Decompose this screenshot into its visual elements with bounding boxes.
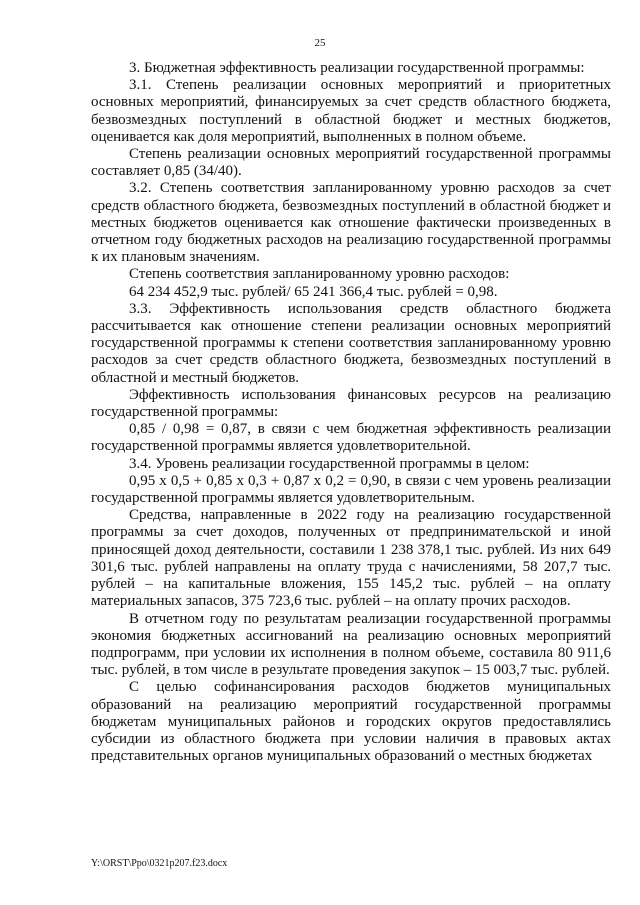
formula-line: 64 234 452,9 тыс. рублей/ 65 241 366,4 тыс. рублей = 0,98. [129, 283, 498, 300]
paragraph: С целью софинансирования расходов бюджетов муниципальных образований на реализацию мероприятий государственной программы бюджетам муниципальных районов и городских округов предоставлялись субсидии из областного бюджета при условии наличия в правовых актах представительных органов муниципальных образований о местных бюджетах [91, 679, 611, 765]
paragraph: 3.2. Степень соответствия запланированному уровню расходов за счет средств областного бюджета, безвозмездных поступлений в областной бюджет и местных бюджетов оценивается как отношение фактически произведенных в отчетном году бюджетных расходов на реализацию государственной программы к их плановым значениям. [91, 180, 611, 266]
document-body [91, 60, 611, 765]
section-heading: 3. Бюджетная эффективность реализации государственной программы: [129, 60, 585, 76]
formula-line: 0,95 х 0,5 + 0,85 х 0,3 + 0,87 х 0,2 = 0,90, в связи с чем уровень реализации государственной программы является удовлетворительным. [91, 472, 611, 507]
paragraph: Степень реализации основных мероприятий государственной программы составляет 0,85 (34/40). [91, 146, 611, 180]
footer-file-path: Y:\ORST\Ppo\0321p207.f23.docx [91, 858, 228, 869]
paragraph: 3.1. Степень реализации основных мероприятий и приоритетных основных мероприятий, финансируемых за счет средств областного бюджета, безвозмездных поступлений в областной бюджет и местных бюджетов, оценивается как доля мероприятий, выполненных в полном объеме. [91, 77, 611, 145]
paragraph: 3.3. Эффективность использования средств областного бюджета рассчитывается как отношение степени реализации основных мероприятий государственной программы к степени соответствия запланированному уровню расходов за счет средств областного бюджета, безвозмездных поступлений в областной и местный бюджетов. [91, 300, 611, 386]
paragraph: Средства, направленные в 2022 году на реализацию государственной программы за счет доходов, полученных от предпринимательской и иной приносящей доход деятельности, составили 1 238 378,1 тыс. рублей. Из них 649 301,6 тыс. рублей направлены на оплату труда с начислениями, 58 207,7 тыс. рублей – на капитальные вложения, 155 145,2 тыс. рублей – на оплату материальных запасов, 375 723,6 тыс. рублей – на оплату прочих расходов. [91, 507, 611, 610]
paragraph: В отчетном году по результатам реализации государственной программы экономия бюджетных ассигнований на реализацию основных мероприятий подпрограмм, при условии их исполнения в полном объеме, составила 80 911,6 тыс. рублей, в том числе в результате проведения закупок – 15 003,7 тыс. рублей. [91, 610, 611, 679]
paragraph: Эффективность использования финансовых ресурсов на реализацию государственной программы: [91, 386, 611, 421]
formula-line: 0,85 / 0,98 = 0,87, в связи с чем бюджетная эффективность реализации государственной программы является удовлетворительной. [91, 421, 611, 455]
paragraph: Степень соответствия запланированному уровню расходов: [129, 266, 510, 283]
page-number: 25 [314, 37, 326, 49]
paragraph: 3.4. Уровень реализации государственной программы в целом: [129, 455, 530, 472]
